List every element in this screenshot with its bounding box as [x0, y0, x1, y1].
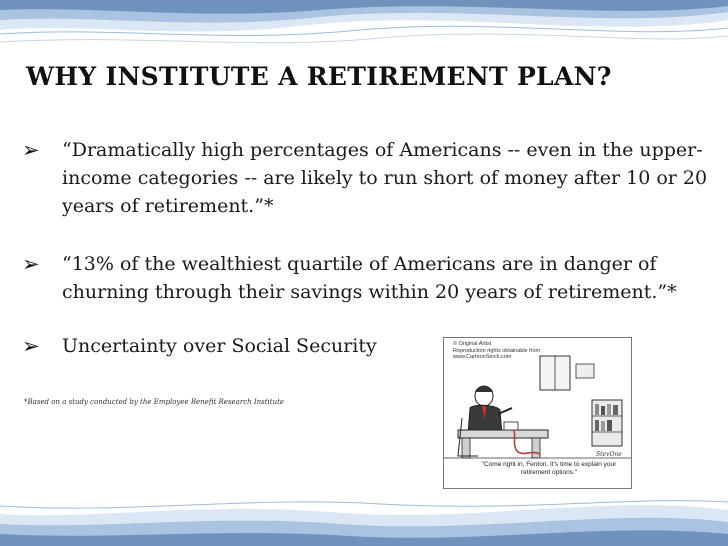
- bullet-item: [22, 136, 712, 220]
- copyright-line: © Original Artist: [453, 341, 492, 347]
- cartoon-caption: "Come right in, Fenton. It's time to explain your retirement options.": [481, 461, 617, 476]
- bullet-text: “13% of the wealthiest quartile of Americans are in danger of churning through their savings within 20 years of retirement.”*: [62, 253, 677, 303]
- footnote: *Based on a study conducted by the Employee Benefit Research Institute: [24, 398, 285, 406]
- slide-title: WHY INSTITUTE A RETIREMENT PLAN?: [26, 62, 612, 91]
- bullet-text: Uncertainty over Social Security: [62, 335, 377, 357]
- cartoon-copyright: [453, 341, 563, 361]
- bullet-item: [22, 250, 712, 306]
- cartoon-image: [443, 337, 632, 489]
- arrow-bullet-icon: ➢: [22, 138, 40, 162]
- arrow-bullet-icon: ➢: [22, 252, 40, 276]
- copyright-line: www.CartoonStock.com: [453, 354, 512, 360]
- top-wave-decoration: [0, 0, 728, 70]
- cartoon-signature: StevOne: [596, 451, 622, 458]
- bullet-text: “Dramatically high percentages of Americans -- even in the upper-income categories -- are likely to run short of money after 10 or 20 years of retirement.”*: [62, 139, 708, 217]
- bottom-wave-decoration: [0, 490, 728, 546]
- copyright-line: Reproduction rights obtainable from: [453, 347, 541, 354]
- arrow-bullet-icon: ➢: [22, 334, 40, 358]
